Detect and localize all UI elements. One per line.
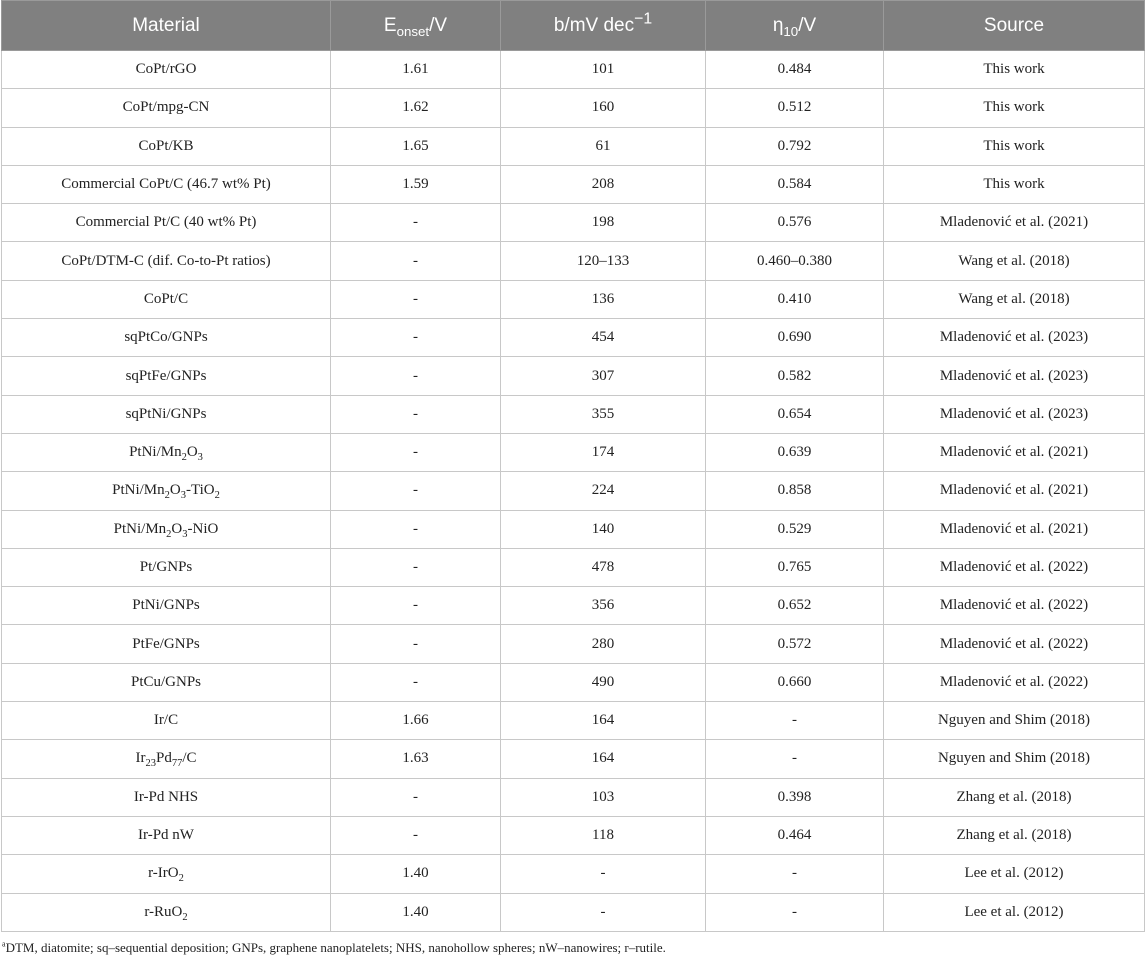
cell-source: Wang et al. (2018) <box>884 242 1145 280</box>
cell-overpotential: - <box>706 893 884 931</box>
footnote-marker: a <box>2 939 6 949</box>
table-row <box>2 127 1145 165</box>
cell-material: r-RuO$_2$ <box>2 893 331 931</box>
table-row <box>2 702 1145 740</box>
table-row <box>2 357 1145 395</box>
table-body <box>2 51 1145 932</box>
cell-overpotential: 0.529 <box>706 510 884 548</box>
cell-onset-potential: - <box>331 778 501 816</box>
cell-tafel-slope: 478 <box>501 548 706 586</box>
cell-tafel-slope: 140 <box>501 510 706 548</box>
cell-overpotential: - <box>706 855 884 893</box>
cell-material: CoPt/KB <box>2 127 331 165</box>
cell-overpotential: 0.792 <box>706 127 884 165</box>
cell-tafel-slope: 208 <box>501 165 706 203</box>
cell-material: sqPtNi/GNPs <box>2 395 331 433</box>
cell-tafel-slope: 61 <box>501 127 706 165</box>
cell-tafel-slope: - <box>501 855 706 893</box>
cell-onset-potential: - <box>331 395 501 433</box>
cell-overpotential: 0.765 <box>706 548 884 586</box>
footnote-text: DTM, diatomite; sq–sequential deposition; GNPs, graphene nanoplatelets; NHS, nanohollow spheres; nW–nanowires; r–rutile. <box>5 940 666 955</box>
cell-material: Pt/GNPs <box>2 548 331 586</box>
cell-overpotential: 0.660 <box>706 663 884 701</box>
cell-onset-potential: 1.65 <box>331 127 501 165</box>
table-row <box>2 893 1145 931</box>
table-row <box>2 472 1145 510</box>
cell-tafel-slope: 224 <box>501 472 706 510</box>
cell-material: sqPtFe/GNPs <box>2 357 331 395</box>
cell-material: PtCu/GNPs <box>2 663 331 701</box>
cell-source: Wang et al. (2018) <box>884 280 1145 318</box>
cell-source: Nguyen and Shim (2018) <box>884 702 1145 740</box>
cell-onset-potential: - <box>331 510 501 548</box>
cell-onset-potential: 1.63 <box>331 740 501 778</box>
cell-source: Nguyen and Shim (2018) <box>884 740 1145 778</box>
cell-overpotential: 0.576 <box>706 204 884 242</box>
cell-tafel-slope: 307 <box>501 357 706 395</box>
cell-source: Mladenović et al. (2021) <box>884 204 1145 242</box>
table-row <box>2 587 1145 625</box>
table-row <box>2 816 1145 854</box>
cell-tafel-slope: - <box>501 893 706 931</box>
cell-source: Zhang et al. (2018) <box>884 816 1145 854</box>
cell-tafel-slope: 355 <box>501 395 706 433</box>
cell-overpotential: 0.654 <box>706 395 884 433</box>
cell-onset-potential: - <box>331 587 501 625</box>
cell-material: Commercial Pt/C (40 wt% Pt) <box>2 204 331 242</box>
table-row <box>2 625 1145 663</box>
data-table <box>1 0 1145 932</box>
cell-material: PtNi/$Mn_2O_3-TiO_2$ <box>2 472 331 510</box>
cell-tafel-slope: 164 <box>501 740 706 778</box>
cell-onset-potential: 1.40 <box>331 893 501 931</box>
cell-tafel-slope: 160 <box>501 89 706 127</box>
cell-material: CoPt/mpg-CN <box>2 89 331 127</box>
cell-material: PtFe/GNPs <box>2 625 331 663</box>
cell-overpotential: 0.652 <box>706 587 884 625</box>
cell-onset-potential: 1.40 <box>331 855 501 893</box>
cell-overpotential: 0.572 <box>706 625 884 663</box>
cell-material: CoPt/rGO <box>2 51 331 89</box>
cell-source: Lee et al. (2012) <box>884 893 1145 931</box>
cell-material: sqPtCo/GNPs <box>2 319 331 357</box>
cell-onset-potential: - <box>331 625 501 663</box>
cell-tafel-slope: 120–133 <box>501 242 706 280</box>
header-source: Source <box>884 1 1145 51</box>
table-row <box>2 280 1145 318</box>
table-row <box>2 663 1145 701</box>
cell-onset-potential: - <box>331 663 501 701</box>
table-row <box>2 165 1145 203</box>
cell-overpotential: 0.512 <box>706 89 884 127</box>
cell-source: Mladenović et al. (2023) <box>884 357 1145 395</box>
table-row <box>2 395 1145 433</box>
cell-onset-potential: - <box>331 357 501 395</box>
cell-overpotential: 0.484 <box>706 51 884 89</box>
cell-overpotential: 0.639 <box>706 433 884 471</box>
cell-source: Mladenović et al. (2022) <box>884 625 1145 663</box>
cell-source: Lee et al. (2012) <box>884 855 1145 893</box>
cell-onset-potential: - <box>331 319 501 357</box>
table-row <box>2 548 1145 586</box>
cell-source: Zhang et al. (2018) <box>884 778 1145 816</box>
cell-source: Mladenović et al. (2021) <box>884 472 1145 510</box>
footnote <box>2 940 666 956</box>
cell-material: PtNi/$Mn_2O_3$-NiO <box>2 510 331 548</box>
cell-onset-potential: - <box>331 472 501 510</box>
cell-source: This work <box>884 165 1145 203</box>
table-row <box>2 740 1145 778</box>
cell-source: This work <box>884 51 1145 89</box>
cell-onset-potential: - <box>331 280 501 318</box>
table-row <box>2 242 1145 280</box>
cell-material: PtNi/$Mn_2O_3$ <box>2 433 331 471</box>
cell-tafel-slope: 490 <box>501 663 706 701</box>
cell-onset-potential: 1.66 <box>331 702 501 740</box>
cell-onset-potential: - <box>331 433 501 471</box>
cell-overpotential: 0.858 <box>706 472 884 510</box>
cell-overpotential: 0.460–0.380 <box>706 242 884 280</box>
cell-source: This work <box>884 89 1145 127</box>
cell-tafel-slope: 280 <box>501 625 706 663</box>
cell-source: Mladenović et al. (2023) <box>884 395 1145 433</box>
cell-onset-potential: - <box>331 548 501 586</box>
cell-tafel-slope: 174 <box>501 433 706 471</box>
cell-tafel-slope: 198 <box>501 204 706 242</box>
cell-overpotential: - <box>706 740 884 778</box>
cell-source: Mladenović et al. (2022) <box>884 663 1145 701</box>
header-material: Material <box>2 1 331 51</box>
cell-tafel-slope: 164 <box>501 702 706 740</box>
cell-overpotential: 0.464 <box>706 816 884 854</box>
table-row <box>2 510 1145 548</box>
cell-material: Ir-Pd nW <box>2 816 331 854</box>
table-row <box>2 778 1145 816</box>
cell-overpotential: 0.398 <box>706 778 884 816</box>
cell-source: This work <box>884 127 1145 165</box>
table-row <box>2 89 1145 127</box>
cell-material: Commercial CoPt/C (46.7 wt% Pt) <box>2 165 331 203</box>
table-row <box>2 51 1145 89</box>
cell-tafel-slope: 136 <box>501 280 706 318</box>
header-overpotential: $\eta_{10}/V$ <box>706 1 884 51</box>
cell-material: r-IrO$_2$ <box>2 855 331 893</box>
header-row <box>2 1 1145 51</box>
cell-onset-potential: - <box>331 204 501 242</box>
cell-onset-potential: - <box>331 242 501 280</box>
cell-tafel-slope: 454 <box>501 319 706 357</box>
cell-material: PtNi/GNPs <box>2 587 331 625</box>
cell-material: Ir-Pd NHS <box>2 778 331 816</box>
cell-tafel-slope: 356 <box>501 587 706 625</box>
header-onset-potential: $E_{onset}/V$ <box>331 1 501 51</box>
cell-onset-potential: 1.59 <box>331 165 501 203</box>
cell-overpotential: 0.410 <box>706 280 884 318</box>
table-row <box>2 319 1145 357</box>
cell-source: Mladenović et al. (2022) <box>884 587 1145 625</box>
cell-onset-potential: - <box>331 816 501 854</box>
cell-tafel-slope: 103 <box>501 778 706 816</box>
cell-tafel-slope: 118 <box>501 816 706 854</box>
table-row <box>2 433 1145 471</box>
cell-material: $Ir_{23}Pd_{77}/C$ <box>2 740 331 778</box>
table-row <box>2 204 1145 242</box>
cell-onset-potential: 1.62 <box>331 89 501 127</box>
cell-tafel-slope: 101 <box>501 51 706 89</box>
cell-material: Ir/C <box>2 702 331 740</box>
cell-onset-potential: 1.61 <box>331 51 501 89</box>
cell-source: Mladenović et al. (2023) <box>884 319 1145 357</box>
cell-overpotential: 0.690 <box>706 319 884 357</box>
cell-overpotential: 0.584 <box>706 165 884 203</box>
cell-material: CoPt/DTM-C (dif. Co-to-Pt ratios) <box>2 242 331 280</box>
cell-source: Mladenović et al. (2021) <box>884 433 1145 471</box>
cell-material: CoPt/C <box>2 280 331 318</box>
cell-source: Mladenović et al. (2022) <box>884 548 1145 586</box>
cell-overpotential: - <box>706 702 884 740</box>
cell-overpotential: 0.582 <box>706 357 884 395</box>
header-tafel-slope: b/mV dec$^{-1}$ <box>501 1 706 51</box>
table-row <box>2 855 1145 893</box>
cell-source: Mladenović et al. (2021) <box>884 510 1145 548</box>
